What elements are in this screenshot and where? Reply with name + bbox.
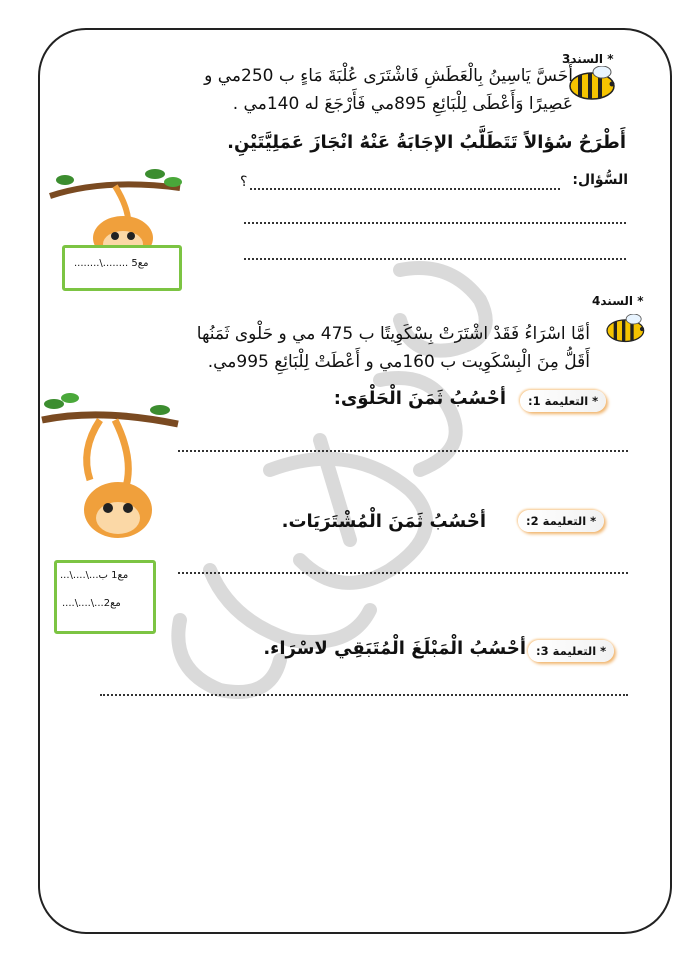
answer-line[interactable] [178, 572, 628, 574]
monkey-branch-illustration [40, 380, 180, 560]
instruction1-badge: * التعليمة 1: [520, 390, 606, 412]
question-answer-line[interactable] [250, 188, 560, 190]
answer-line[interactable] [178, 450, 628, 452]
instruction3-text: أحْسُبُ الْمَبْلَغَ الْمُتَبَقِي لاسْرَاء. [263, 638, 526, 659]
instruction2-text: أحْسُبُ ثَمَنَ الْمُشْتَرَيَات. [281, 511, 486, 532]
source2-badge [592, 294, 643, 308]
question-mark: ؟ [240, 174, 248, 190]
instruction1-text: أحْسُبُ ثَمَنَ الْحَلْوَى: [333, 388, 506, 409]
source1-line2: عَصِيرًا وَأَعْطَى لِلْبَائِعِ 895مي فَأَرْجَعَ له 140مي . [232, 94, 573, 114]
source2-line2: أَقَلُّ مِنَ الْبِسْكَوِيت ب 160مي و أَعْطَتْ لِلْبَائِعِ 995مي. [207, 352, 590, 372]
bee-icon [598, 314, 656, 344]
sign-text-line2: مع2...\....\.... [62, 598, 121, 609]
sign-text-line1: مع1 ب...\....\... [60, 570, 129, 581]
source2-badge-label: * السند4 [592, 294, 644, 308]
question-label: السُّؤال: [572, 172, 628, 188]
source1-line1: أَحَسَّ يَاسِينُ بِالْعَطَشِ فَاشْتَرَى عُلْبَةَ مَاءٍ ب 250مي و [204, 66, 573, 86]
instruction2-badge: * التعليمة 2: [518, 510, 604, 532]
sign-text: مع5 ........\........ [74, 258, 149, 269]
task1-heading: أَطْرَحُ سُؤالاً تَتَطَلَّبُ الإجَابَةُ عَنْهُ انْجَازَ عَمَلِيَّتَيْنِ. [227, 132, 626, 153]
instruction3-badge: * التعليمة 3: [528, 640, 614, 662]
answer-line[interactable] [244, 258, 626, 260]
answer-line[interactable] [100, 694, 628, 696]
answer-line[interactable] [244, 222, 626, 224]
bee-icon [566, 66, 622, 102]
source1-badge-label: * السند3 [562, 52, 614, 66]
source1-badge [562, 52, 613, 66]
source2-line1: أمَّا اسْرَاءُ فَقَدْ اشْتَرَتْ بِسْكَوِيتًا ب 475 مي و حَلْوى ثَمَنُها [196, 324, 590, 344]
